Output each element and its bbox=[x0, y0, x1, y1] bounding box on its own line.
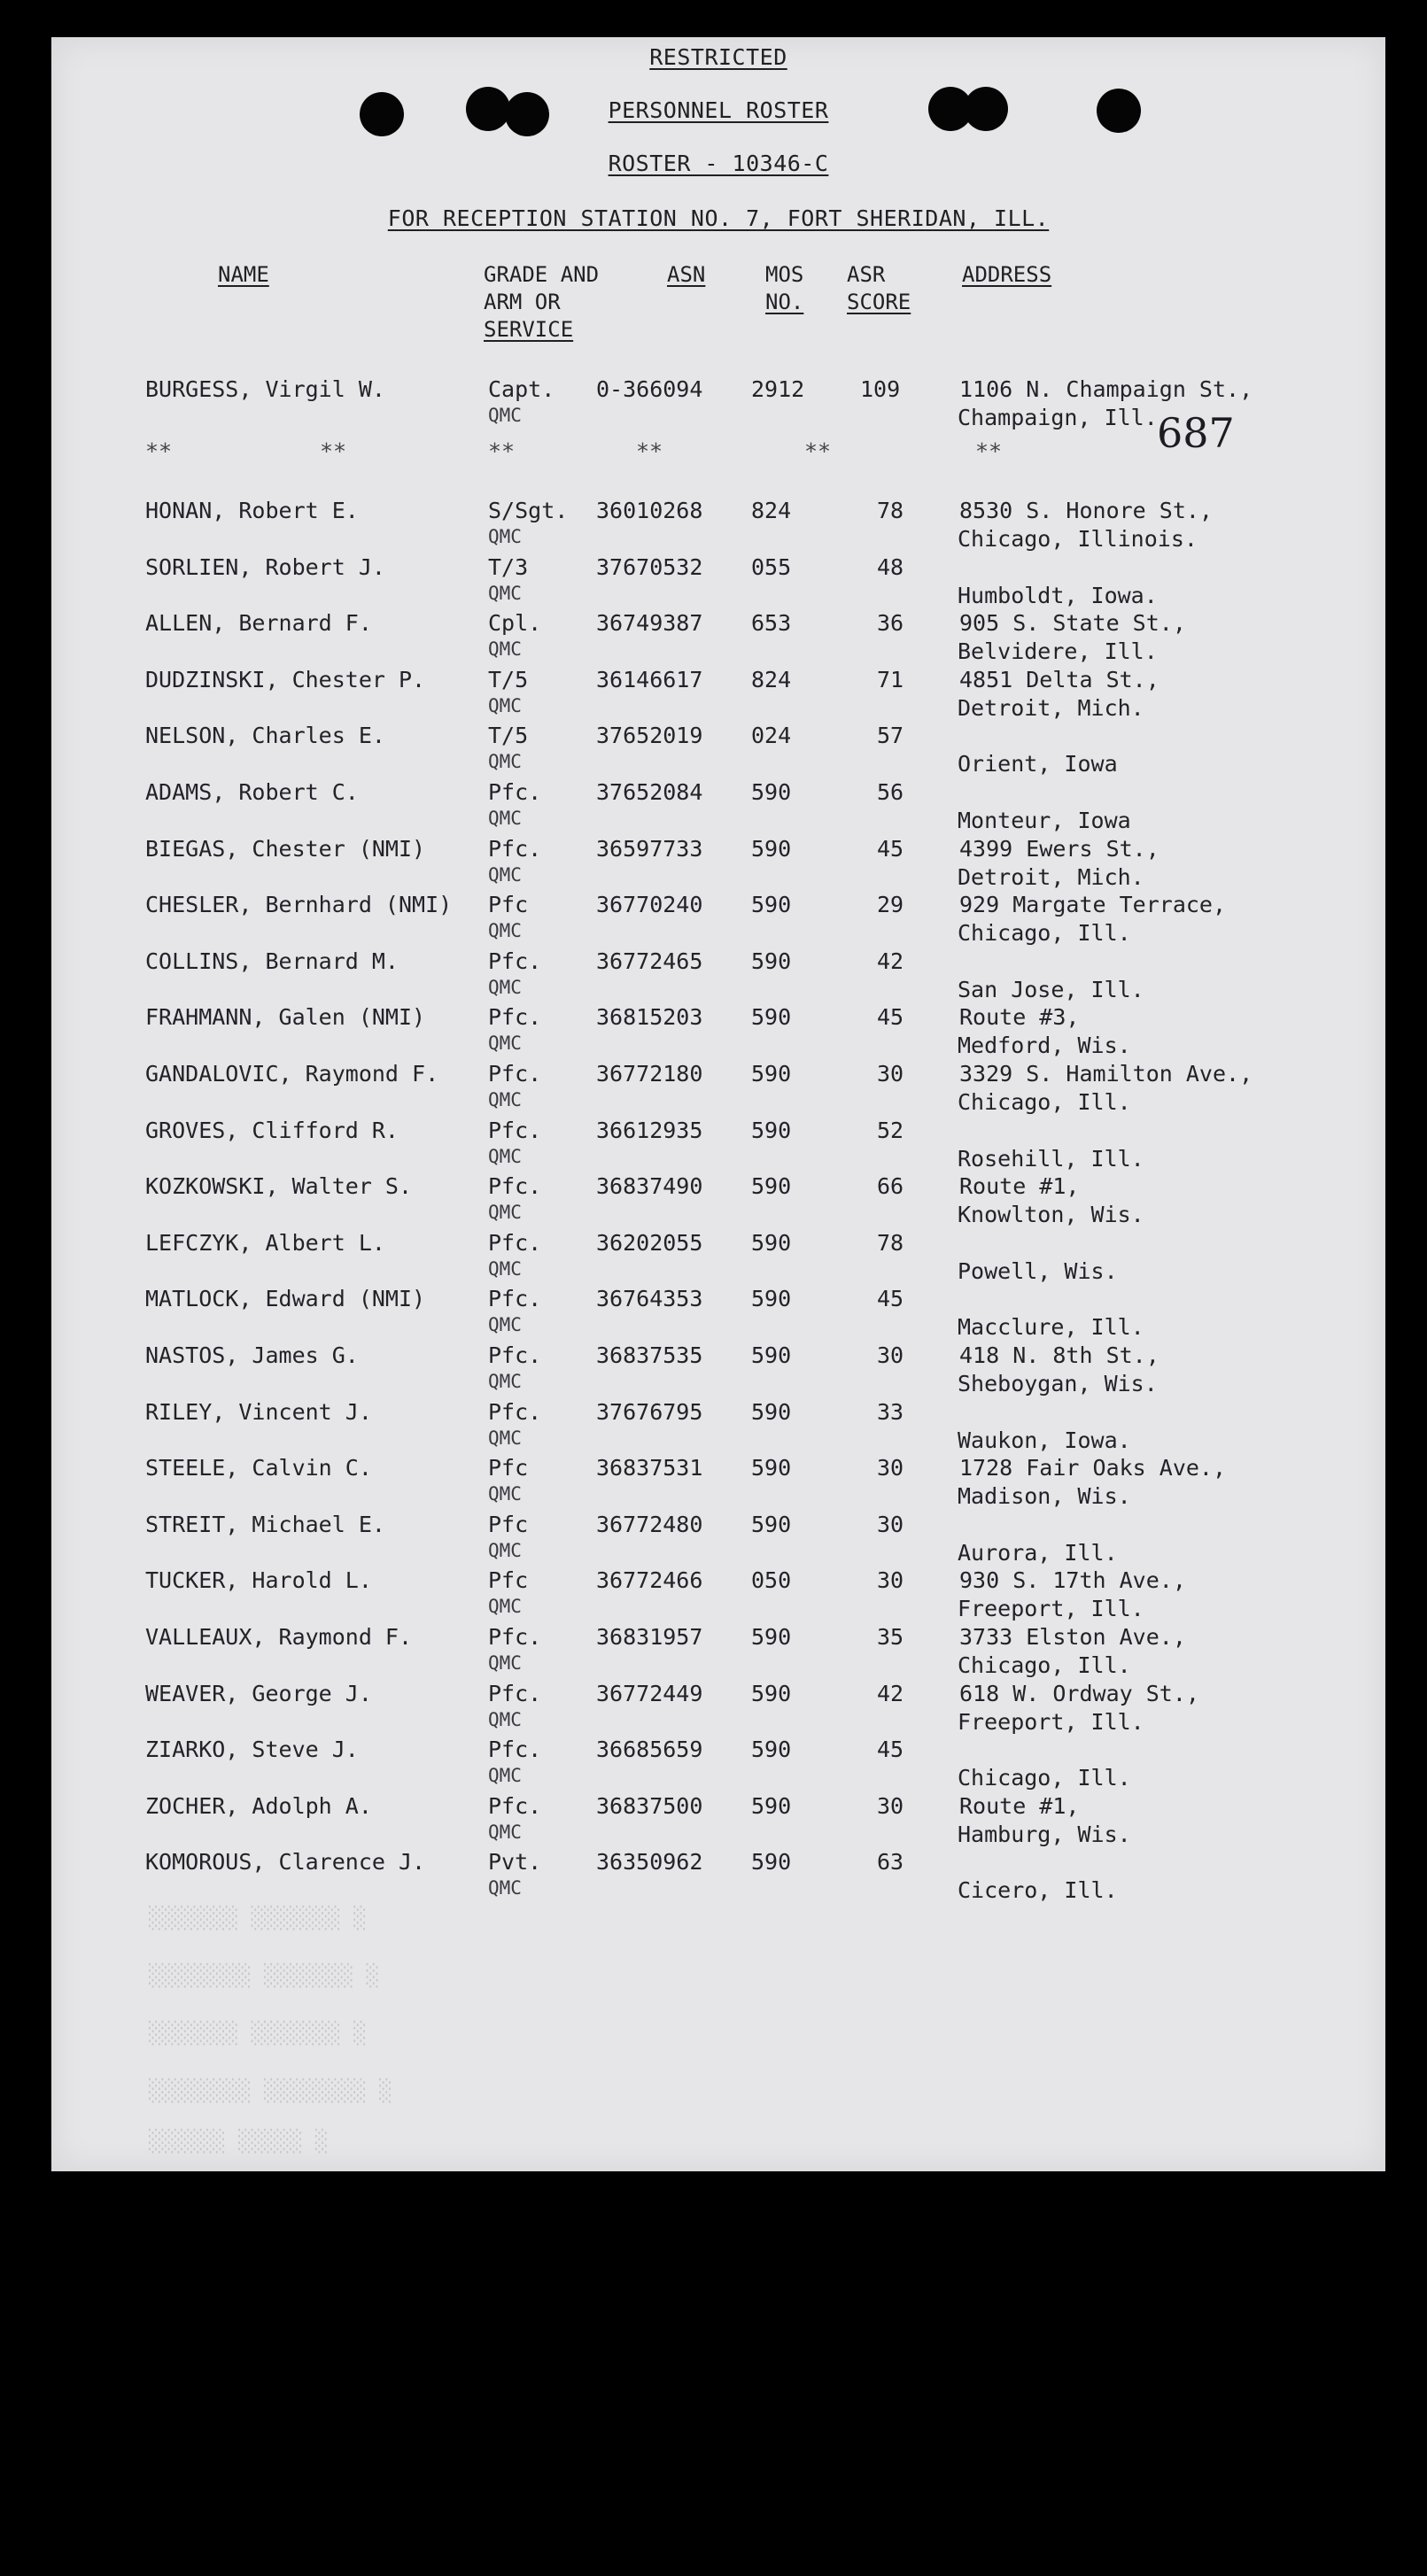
member-grade: Pfc bbox=[488, 1567, 529, 1593]
member-name: COLLINS, Bernard M. bbox=[145, 948, 399, 974]
member-score: 30 bbox=[877, 1512, 904, 1537]
table-row bbox=[51, 1624, 1385, 1681]
member-address-line2: Medford, Wis. bbox=[958, 1033, 1131, 1058]
member-mos: 590 bbox=[751, 1399, 792, 1425]
member-grade: T/3 bbox=[488, 554, 529, 580]
member-address-line2: Hamburg, Wis. bbox=[958, 1822, 1131, 1847]
member-mos: 590 bbox=[751, 1118, 792, 1143]
member-service: QMC bbox=[488, 1483, 522, 1505]
member-mos: 590 bbox=[751, 1230, 792, 1256]
member-address-line1: 3733 Elston Ave., bbox=[959, 1624, 1186, 1650]
member-asn: 36010268 bbox=[596, 498, 703, 523]
table-row bbox=[51, 1681, 1385, 1737]
member-asn: 36597733 bbox=[596, 836, 703, 862]
member-name: NELSON, Charles E. bbox=[145, 723, 385, 748]
table-row bbox=[51, 1118, 1385, 1174]
member-score: 78 bbox=[877, 498, 904, 523]
member-grade: Pfc. bbox=[488, 1399, 542, 1425]
officer-address-line1: 1106 N. Champaign St., bbox=[959, 376, 1253, 402]
bleed-through-text: ░░░░░░░░ ░░░░░░░ ░ bbox=[149, 1963, 380, 1988]
member-service: QMC bbox=[488, 1314, 522, 1335]
member-address-line2: Madison, Wis. bbox=[958, 1483, 1131, 1509]
table-row bbox=[51, 892, 1385, 948]
member-score: 30 bbox=[877, 1793, 904, 1819]
member-mos: 590 bbox=[751, 1455, 792, 1481]
member-address-line2: Cicero, Ill. bbox=[958, 1877, 1118, 1903]
table-row bbox=[51, 1061, 1385, 1118]
member-address-line1: 1728 Fair Oaks Ave., bbox=[959, 1455, 1227, 1481]
member-asn: 36772180 bbox=[596, 1061, 703, 1087]
table-row bbox=[51, 1455, 1385, 1512]
member-grade: Pfc bbox=[488, 1455, 529, 1481]
member-asn: 36837500 bbox=[596, 1793, 703, 1819]
member-mos: 590 bbox=[751, 1512, 792, 1537]
member-score: 57 bbox=[877, 723, 904, 748]
member-mos: 590 bbox=[751, 892, 792, 917]
member-address-line2: Chicago, Ill. bbox=[958, 920, 1131, 946]
member-grade: S/Sgt. bbox=[488, 498, 569, 523]
member-address-line2: Aurora, Ill. bbox=[958, 1540, 1118, 1566]
member-mos: 590 bbox=[751, 1342, 792, 1368]
member-address-line2: Monteur, Iowa bbox=[958, 808, 1131, 833]
member-score: 45 bbox=[877, 1737, 904, 1762]
member-service: QMC bbox=[488, 1652, 522, 1674]
member-score: 78 bbox=[877, 1230, 904, 1256]
table-row bbox=[51, 779, 1385, 836]
member-mos: 590 bbox=[751, 1061, 792, 1087]
member-score: 30 bbox=[877, 1061, 904, 1087]
officer-mos: 2912 bbox=[751, 376, 805, 402]
table-row bbox=[51, 1004, 1385, 1061]
member-service: QMC bbox=[488, 1371, 522, 1392]
member-grade: Pfc. bbox=[488, 1230, 542, 1256]
member-service: QMC bbox=[488, 1596, 522, 1617]
member-grade: Pfc. bbox=[488, 1681, 542, 1706]
member-name: GANDALOVIC, Raymond F. bbox=[145, 1061, 439, 1087]
member-name: BIEGAS, Chester (NMI) bbox=[145, 836, 426, 862]
member-grade: Cpl. bbox=[488, 610, 542, 636]
member-grade: Pfc. bbox=[488, 1342, 542, 1368]
member-name: ALLEN, Bernard F. bbox=[145, 610, 372, 636]
member-name: STEELE, Calvin C. bbox=[145, 1455, 372, 1481]
member-asn: 36772480 bbox=[596, 1512, 703, 1537]
member-score: 45 bbox=[877, 836, 904, 862]
table-row bbox=[51, 1512, 1385, 1568]
member-address-line2: Chicago, Ill. bbox=[958, 1089, 1131, 1115]
officer-name: BURGESS, Virgil W. bbox=[145, 376, 385, 402]
member-service: QMC bbox=[488, 1202, 522, 1223]
member-asn: 37652084 bbox=[596, 779, 703, 805]
member-name: VALLEAUX, Raymond F. bbox=[145, 1624, 413, 1650]
bleed-through-text: ░░░░░░░ ░░░░░░░ ░ bbox=[149, 1906, 367, 1930]
table-row bbox=[51, 836, 1385, 893]
column-header-asn: ASN bbox=[667, 262, 706, 287]
member-asn: 36770240 bbox=[596, 892, 703, 917]
member-mos: 050 bbox=[751, 1567, 792, 1593]
member-grade: Pfc. bbox=[488, 1624, 542, 1650]
table-row bbox=[51, 1230, 1385, 1287]
member-name: GROVES, Clifford R. bbox=[145, 1118, 399, 1143]
member-service: QMC bbox=[488, 808, 522, 829]
member-address-line1: Route #1, bbox=[959, 1793, 1080, 1819]
member-asn: 36837535 bbox=[596, 1342, 703, 1368]
member-asn: 36764353 bbox=[596, 1286, 703, 1311]
member-grade: Pfc. bbox=[488, 1004, 542, 1030]
member-asn: 36772449 bbox=[596, 1681, 703, 1706]
member-score: 45 bbox=[877, 1286, 904, 1311]
member-name: ADAMS, Robert C. bbox=[145, 779, 359, 805]
member-address-line1: Route #1, bbox=[959, 1173, 1080, 1199]
table-row bbox=[51, 1173, 1385, 1230]
member-name: WEAVER, George J. bbox=[145, 1681, 372, 1706]
member-service: QMC bbox=[488, 1146, 522, 1167]
member-mos: 590 bbox=[751, 1681, 792, 1706]
member-address-line1: 4399 Ewers St., bbox=[959, 836, 1159, 862]
table-row bbox=[51, 667, 1385, 723]
member-service: QMC bbox=[488, 695, 522, 716]
member-name: KOMOROUS, Clarence J. bbox=[145, 1849, 426, 1875]
member-address-line1: 4851 Delta St., bbox=[959, 667, 1159, 692]
member-score: 42 bbox=[877, 1681, 904, 1706]
column-header-grade: GRADE AND ARM OR SERVICE bbox=[484, 262, 600, 342]
member-address-line2: Waukon, Iowa. bbox=[958, 1427, 1131, 1453]
member-service: QMC bbox=[488, 1822, 522, 1843]
member-address-line2: Macclure, Ill. bbox=[958, 1314, 1144, 1340]
table-row bbox=[51, 1849, 1385, 1906]
column-header-mos: MOS NO. bbox=[765, 262, 804, 314]
bleed-through-text: ░░░░░░░ ░░░░░░░ ░ bbox=[149, 2021, 367, 2046]
member-name: NASTOS, James G. bbox=[145, 1342, 359, 1368]
member-grade: Pfc. bbox=[488, 1061, 542, 1087]
page-number: 687 bbox=[1157, 409, 1235, 457]
member-mos: 590 bbox=[751, 1004, 792, 1030]
table-row bbox=[51, 1793, 1385, 1850]
member-asn: 36202055 bbox=[596, 1230, 703, 1256]
member-name: STREIT, Michael E. bbox=[145, 1512, 385, 1537]
document-title: PERSONNEL ROSTER bbox=[608, 97, 829, 123]
member-mos: 653 bbox=[751, 610, 792, 636]
member-mos: 590 bbox=[751, 1849, 792, 1875]
member-service: QMC bbox=[488, 638, 522, 660]
member-grade: Pfc bbox=[488, 1512, 529, 1537]
member-address-line1: 905 S. State St., bbox=[959, 610, 1186, 636]
member-name: HONAN, Robert E. bbox=[145, 498, 359, 523]
table-row bbox=[51, 554, 1385, 611]
member-mos: 590 bbox=[751, 1286, 792, 1311]
member-service: QMC bbox=[488, 583, 522, 604]
member-name: KOZKOWSKI, Walter S. bbox=[145, 1173, 413, 1199]
member-service: QMC bbox=[488, 864, 522, 886]
member-address-line2: Detroit, Mich. bbox=[958, 695, 1144, 721]
member-service: QMC bbox=[488, 1089, 522, 1110]
member-service: QMC bbox=[488, 1540, 522, 1561]
member-address-line2: Powell, Wis. bbox=[958, 1258, 1118, 1284]
member-name: TUCKER, Harold L. bbox=[145, 1567, 372, 1593]
column-header-name: NAME bbox=[218, 262, 269, 287]
member-address-line2: Belvidere, Ill. bbox=[958, 638, 1158, 664]
member-grade: Pfc. bbox=[488, 779, 542, 805]
member-service: QMC bbox=[488, 1709, 522, 1730]
member-asn: 36772466 bbox=[596, 1567, 703, 1593]
member-name: MATLOCK, Edward (NMI) bbox=[145, 1286, 426, 1311]
member-score: 30 bbox=[877, 1567, 904, 1593]
officer-asn: 0-366094 bbox=[596, 376, 703, 402]
member-address-line1: 929 Margate Terrace, bbox=[959, 892, 1227, 917]
member-score: 36 bbox=[877, 610, 904, 636]
member-address-line2: Orient, Iowa bbox=[958, 751, 1118, 777]
member-asn: 36612935 bbox=[596, 1118, 703, 1143]
member-grade: Pfc. bbox=[488, 1173, 542, 1199]
member-service: QMC bbox=[488, 526, 522, 547]
member-mos: 590 bbox=[751, 1737, 792, 1762]
member-service: QMC bbox=[488, 1877, 522, 1899]
member-address-line1: 3329 S. Hamilton Ave., bbox=[959, 1061, 1253, 1087]
member-address-line2: Rosehill, Ill. bbox=[958, 1146, 1144, 1172]
member-asn: 37652019 bbox=[596, 723, 703, 748]
member-grade: T/5 bbox=[488, 667, 529, 692]
member-address-line2: Chicago, Ill. bbox=[958, 1652, 1131, 1678]
member-name: ZOCHER, Adolph A. bbox=[145, 1793, 372, 1819]
member-grade: Pfc. bbox=[488, 1118, 542, 1143]
member-name: SORLIEN, Robert J. bbox=[145, 554, 385, 580]
member-asn: 36837490 bbox=[596, 1173, 703, 1199]
member-score: 30 bbox=[877, 1342, 904, 1368]
member-address-line2: Sheboygan, Wis. bbox=[958, 1371, 1158, 1396]
member-asn: 36772465 bbox=[596, 948, 703, 974]
member-service: QMC bbox=[488, 1258, 522, 1280]
member-name: RILEY, Vincent J. bbox=[145, 1399, 372, 1425]
member-name: DUDZINSKI, Chester P. bbox=[145, 667, 426, 692]
member-address-line2: Chicago, Illinois. bbox=[958, 526, 1198, 552]
roster-number: ROSTER - 10346-C bbox=[608, 151, 829, 176]
table-row bbox=[51, 723, 1385, 779]
member-asn: 37670532 bbox=[596, 554, 703, 580]
table-row bbox=[51, 610, 1385, 667]
roster-page bbox=[51, 37, 1385, 2171]
member-address-line1: 618 W. Ordway St., bbox=[959, 1681, 1199, 1706]
member-score: 66 bbox=[877, 1173, 904, 1199]
member-address-line1: Route #3, bbox=[959, 1004, 1080, 1030]
member-address-line2: Freeport, Ill. bbox=[958, 1596, 1144, 1621]
member-score: 63 bbox=[877, 1849, 904, 1875]
member-service: QMC bbox=[488, 1427, 522, 1449]
member-mos: 024 bbox=[751, 723, 792, 748]
member-asn: 36146617 bbox=[596, 667, 703, 692]
member-mos: 590 bbox=[751, 1793, 792, 1819]
table-row bbox=[51, 498, 1385, 554]
member-address-line1: 930 S. 17th Ave., bbox=[959, 1567, 1186, 1593]
member-address-line2: San Jose, Ill. bbox=[958, 977, 1144, 1002]
table-row bbox=[51, 1342, 1385, 1399]
station-heading: FOR RECEPTION STATION NO. 7, FORT SHERIDAN, ILL. bbox=[387, 205, 1050, 231]
member-score: 29 bbox=[877, 892, 904, 917]
member-mos: 590 bbox=[751, 836, 792, 862]
member-name: LEFCZYK, Albert L. bbox=[145, 1230, 385, 1256]
classification-label: RESTRICTED bbox=[649, 44, 787, 70]
column-header-asr-score: ASR SCORE bbox=[847, 262, 911, 314]
member-address-line2: Freeport, Ill. bbox=[958, 1709, 1144, 1735]
member-mos: 824 bbox=[751, 667, 792, 692]
column-header-address: ADDRESS bbox=[962, 262, 1052, 287]
table-row bbox=[51, 1399, 1385, 1456]
member-service: QMC bbox=[488, 1765, 522, 1786]
member-asn: 36749387 bbox=[596, 610, 703, 636]
member-address-line1: 418 N. 8th St., bbox=[959, 1342, 1159, 1368]
member-grade: T/5 bbox=[488, 723, 529, 748]
member-score: 30 bbox=[877, 1455, 904, 1481]
member-address-line2: Humboldt, Iowa. bbox=[958, 583, 1158, 608]
member-asn: 36837531 bbox=[596, 1455, 703, 1481]
member-service: QMC bbox=[488, 751, 522, 772]
table-row bbox=[51, 1737, 1385, 1793]
member-mos: 055 bbox=[751, 554, 792, 580]
member-asn: 36831957 bbox=[596, 1624, 703, 1650]
table-row bbox=[51, 1286, 1385, 1342]
member-name: CHESLER, Bernhard (NMI) bbox=[145, 892, 453, 917]
bleed-through-text: ░░░░░░ ░░░░░ ░ bbox=[149, 2129, 329, 2154]
member-score: 71 bbox=[877, 667, 904, 692]
member-service: QMC bbox=[488, 920, 522, 941]
member-address-line2: Chicago, Ill. bbox=[958, 1765, 1131, 1791]
member-score: 52 bbox=[877, 1118, 904, 1143]
member-grade: Pfc. bbox=[488, 948, 542, 974]
officer-service: QMC bbox=[488, 405, 522, 426]
member-address-line2: Knowlton, Wis. bbox=[958, 1202, 1144, 1227]
officer-address-line2: Champaign, Ill. bbox=[958, 405, 1158, 430]
member-asn: 36685659 bbox=[596, 1737, 703, 1762]
table-row bbox=[51, 948, 1385, 1005]
member-name: FRAHMANN, Galen (NMI) bbox=[145, 1004, 426, 1030]
member-grade: Pfc. bbox=[488, 1793, 542, 1819]
member-asn: 37676795 bbox=[596, 1399, 703, 1425]
member-asn: 36815203 bbox=[596, 1004, 703, 1030]
member-grade: Pfc bbox=[488, 892, 529, 917]
member-mos: 590 bbox=[751, 1173, 792, 1199]
member-score: 42 bbox=[877, 948, 904, 974]
bleed-through-text: ░░░░░░░░ ░░░░░░░░ ░ bbox=[149, 2078, 392, 2103]
table-row bbox=[51, 1567, 1385, 1624]
member-mos: 590 bbox=[751, 1624, 792, 1650]
member-score: 56 bbox=[877, 779, 904, 805]
member-service: QMC bbox=[488, 977, 522, 998]
member-mos: 590 bbox=[751, 779, 792, 805]
separator-row: ** ** ** ** ** ** bbox=[145, 438, 1003, 464]
member-score: 48 bbox=[877, 554, 904, 580]
member-score: 45 bbox=[877, 1004, 904, 1030]
member-grade: Pfc. bbox=[488, 1286, 542, 1311]
member-address-line2: Detroit, Mich. bbox=[958, 864, 1144, 890]
officer-score: 109 bbox=[860, 376, 901, 402]
member-grade: Pvt. bbox=[488, 1849, 542, 1875]
officer-grade: Capt. bbox=[488, 376, 555, 402]
member-mos: 590 bbox=[751, 948, 792, 974]
member-grade: Pfc. bbox=[488, 1737, 542, 1762]
member-service: QMC bbox=[488, 1033, 522, 1054]
member-mos: 824 bbox=[751, 498, 792, 523]
member-score: 33 bbox=[877, 1399, 904, 1425]
member-address-line1: 8530 S. Honore St., bbox=[959, 498, 1213, 523]
member-asn: 36350962 bbox=[596, 1849, 703, 1875]
member-grade: Pfc. bbox=[488, 836, 542, 862]
member-name: ZIARKO, Steve J. bbox=[145, 1737, 359, 1762]
member-score: 35 bbox=[877, 1624, 904, 1650]
